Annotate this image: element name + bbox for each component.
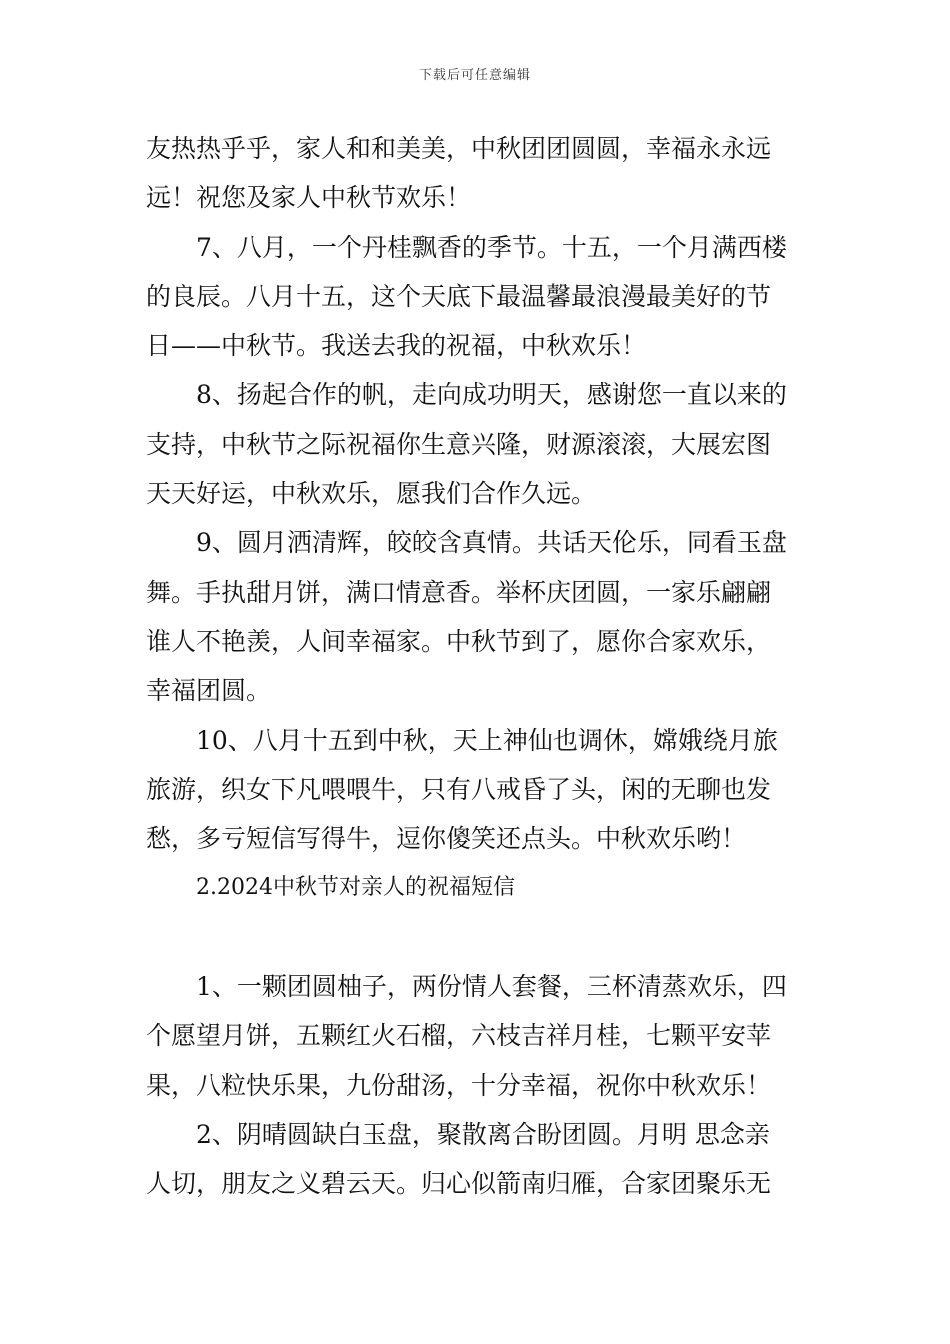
text-line: 远！祝您及家人中秋节欢乐！ [146, 183, 472, 213]
text-line: 谁人不艳羡，人间幸福家。中秋节到了，愿你合家欢乐， [146, 626, 772, 656]
page-header: 下载后可任意编辑 [418, 68, 531, 83]
text-line: 日——中秋节。我送去我的祝福，中秋欢乐！ [146, 331, 647, 361]
section-heading: 2.2024中秋节对亲人的祝福短信 [196, 875, 515, 901]
text-line: 8、扬起合作的帆，走向成功明天，感谢您一直以来的 [196, 380, 787, 410]
text-line: 1、一颗团圆柚子，两份情人套餐，三杯清蒸欢乐，四 [196, 972, 787, 1002]
text-line: 的良辰。八月十五，这个天底下最温馨最浪漫最美好的节 [146, 281, 772, 311]
text-line: 旅游，织女下凡喂喂牛，只有八戒昏了头，闲的无聊也发 [146, 774, 772, 804]
text-line: 天天好运，中秋欢乐，愿我们合作久远。 [146, 479, 597, 509]
text-line: 个愿望月饼，五颗红火石榴，六枝吉祥月桂，七颗平安苹 [146, 1021, 772, 1051]
text-line: 支持，中秋节之际祝福你生意兴隆，财源滚滚，大展宏图 [146, 429, 772, 459]
text-line: 愁，多亏短信写得牛，逗你傻笑还点头。中秋欢乐哟！ [146, 824, 747, 854]
text-line: 10、八月十五到中秋，天上神仙也调休，嫦娥绕月旅 [196, 725, 778, 755]
text-line: 友热热乎乎，家人和和美美，中秋团团圆圆，幸福永永远 [146, 134, 772, 163]
text-line: 7、八月，一个丹桂飘香的季节。十五，一个月满西楼 [196, 232, 787, 262]
text-line: 舞。手执甜月饼，满口情意香。举杯庆团圆，一家乐翩翩 [146, 577, 772, 607]
text-line: 果，八粒快乐果，九份甜汤，十分幸福，祝你中秋欢乐！ [146, 1070, 772, 1100]
text-line: 幸福团圆。 [146, 676, 272, 706]
blank-line [146, 913, 811, 962]
text-line: 2、阴晴圆缺白玉盘，聚散离合盼团圆。月明 思念亲 [196, 1119, 770, 1149]
text-line: 9、圆月洒清辉，皎皎含真情。共话天伦乐，同看玉盘 [196, 528, 787, 558]
text-line: 人切，朋友之义碧云天。归心似箭南归雁，合家团聚乐无 [146, 1169, 772, 1199]
document-body [146, 124, 811, 1209]
